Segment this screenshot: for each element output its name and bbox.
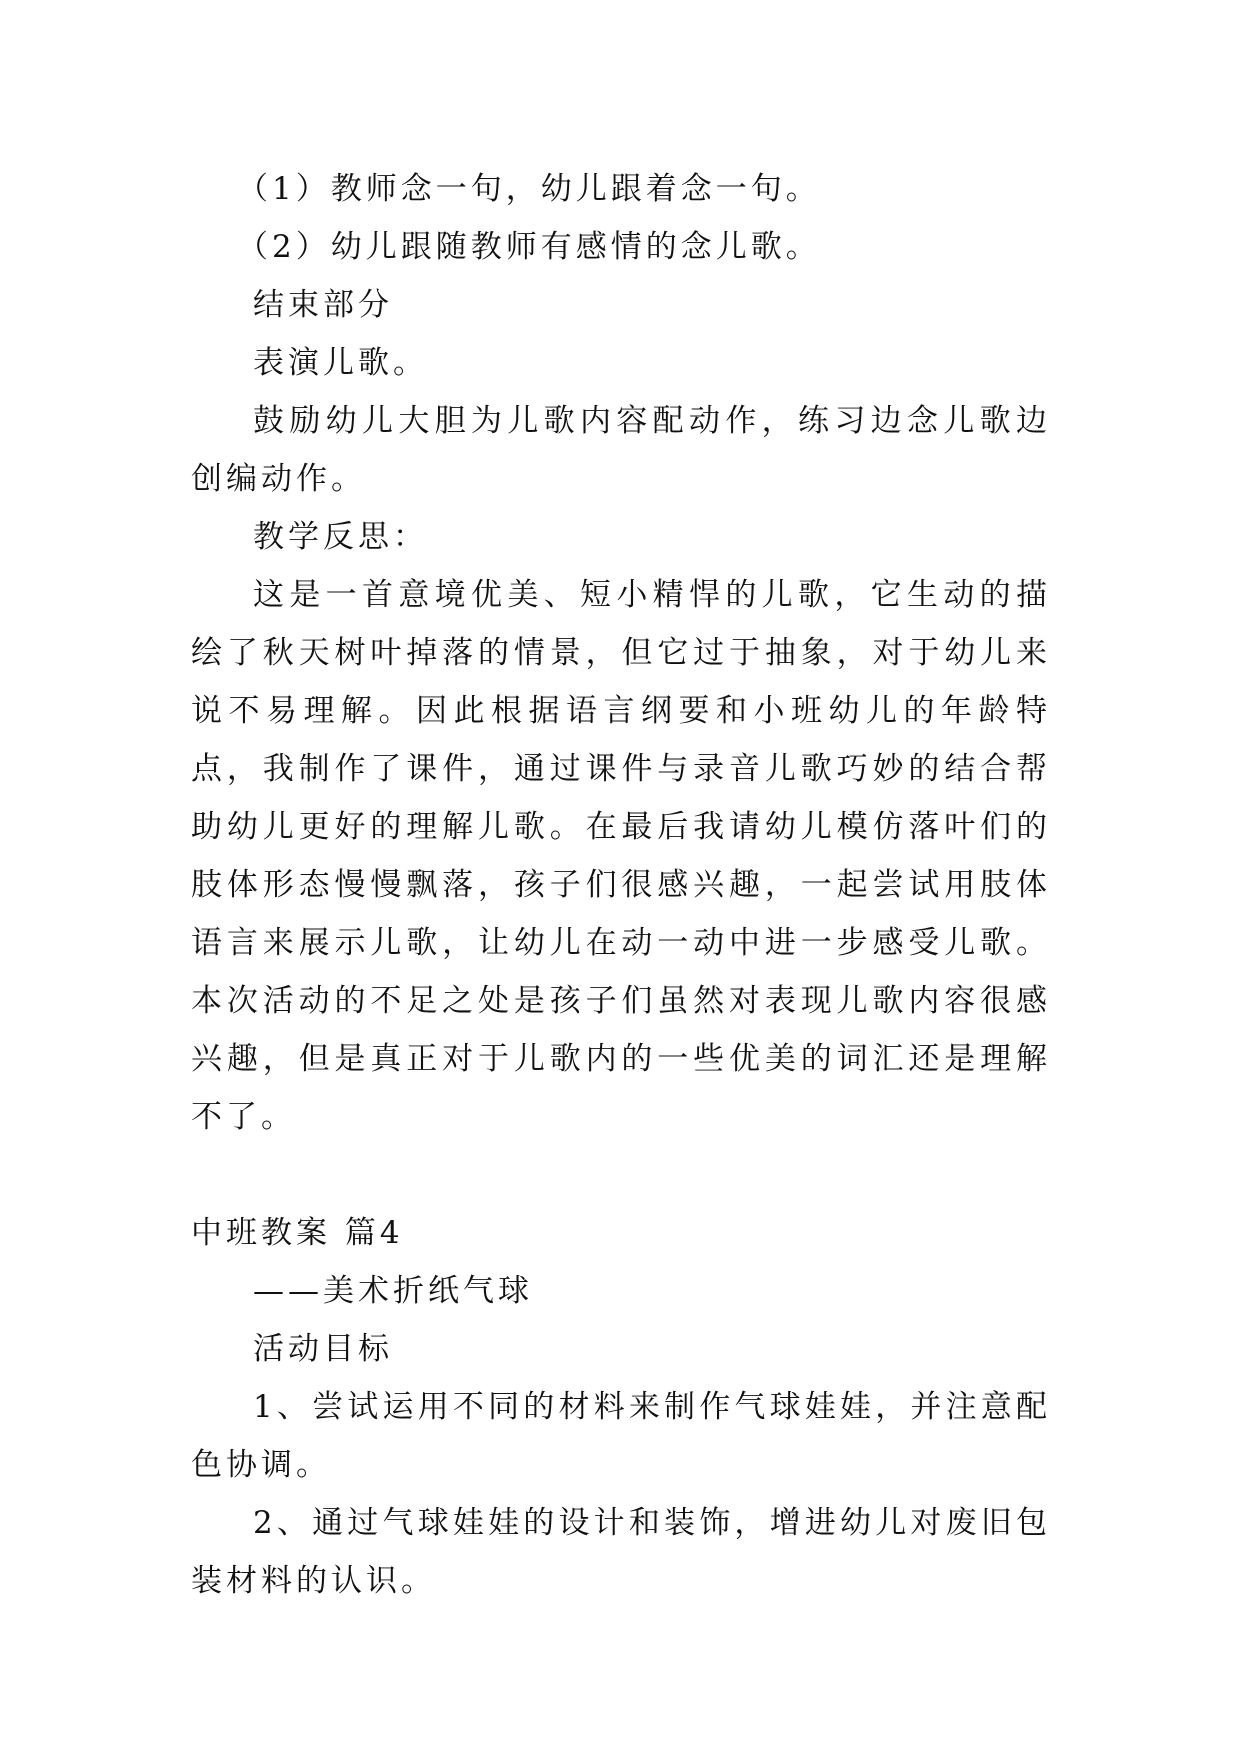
heading-ending-part: 结束部分 (253, 287, 393, 323)
section-spacer (191, 1146, 1051, 1204)
paragraph-encourage: 鼓励幼儿大胆为儿歌内容配动作，练习边念儿歌边创编动作。 (191, 403, 1051, 497)
paragraph-perform-song: 表演儿歌。 (253, 345, 428, 381)
paragraph-goal-1: 1、尝试运用不同的材料来制作气球娃娃，并注意配色协调。 (191, 1389, 1051, 1483)
paragraph-subtitle: ——美术折纸气球 (253, 1273, 533, 1309)
heading-teaching-reflection: 教学反思： (253, 519, 428, 555)
paragraph-step-2: （2）幼儿跟随教师有感情的念儿歌。 (237, 229, 821, 265)
section-title: 中班教案 篇4 (191, 1215, 404, 1251)
document-body (191, 160, 1051, 1610)
paragraph-goal-2: 2、通过气球娃娃的设计和装饰，增进幼儿对废旧包装材料的认识。 (191, 1505, 1051, 1599)
paragraph-step-1: （1）教师念一句，幼儿跟着念一句。 (237, 171, 821, 207)
paragraph-reflection: 这是一首意境优美、短小精悍的儿歌，它生动的描绘了秋天树叶掉落的情景，但它过于抽象，对于幼儿来说不易理解。因此根据语言纲要和小班幼儿的年龄特点，我制作了课件，通过课件与录音儿歌巧妙的结合帮助幼儿更好的理解儿歌。在最后我请幼儿模仿落叶们的肢体形态慢慢飘落，孩子们很感兴趣，一起尝试用肢体语言来展示儿歌，让幼儿在动一动中进一步感受儿歌。本次活动的不足之处是孩子们虽然对表现儿歌内容很感兴趣，但是真正对于儿歌内的一些优美的词汇还是理解不了。 (191, 577, 1051, 1135)
heading-activity-goals: 活动目标 (253, 1331, 393, 1367)
